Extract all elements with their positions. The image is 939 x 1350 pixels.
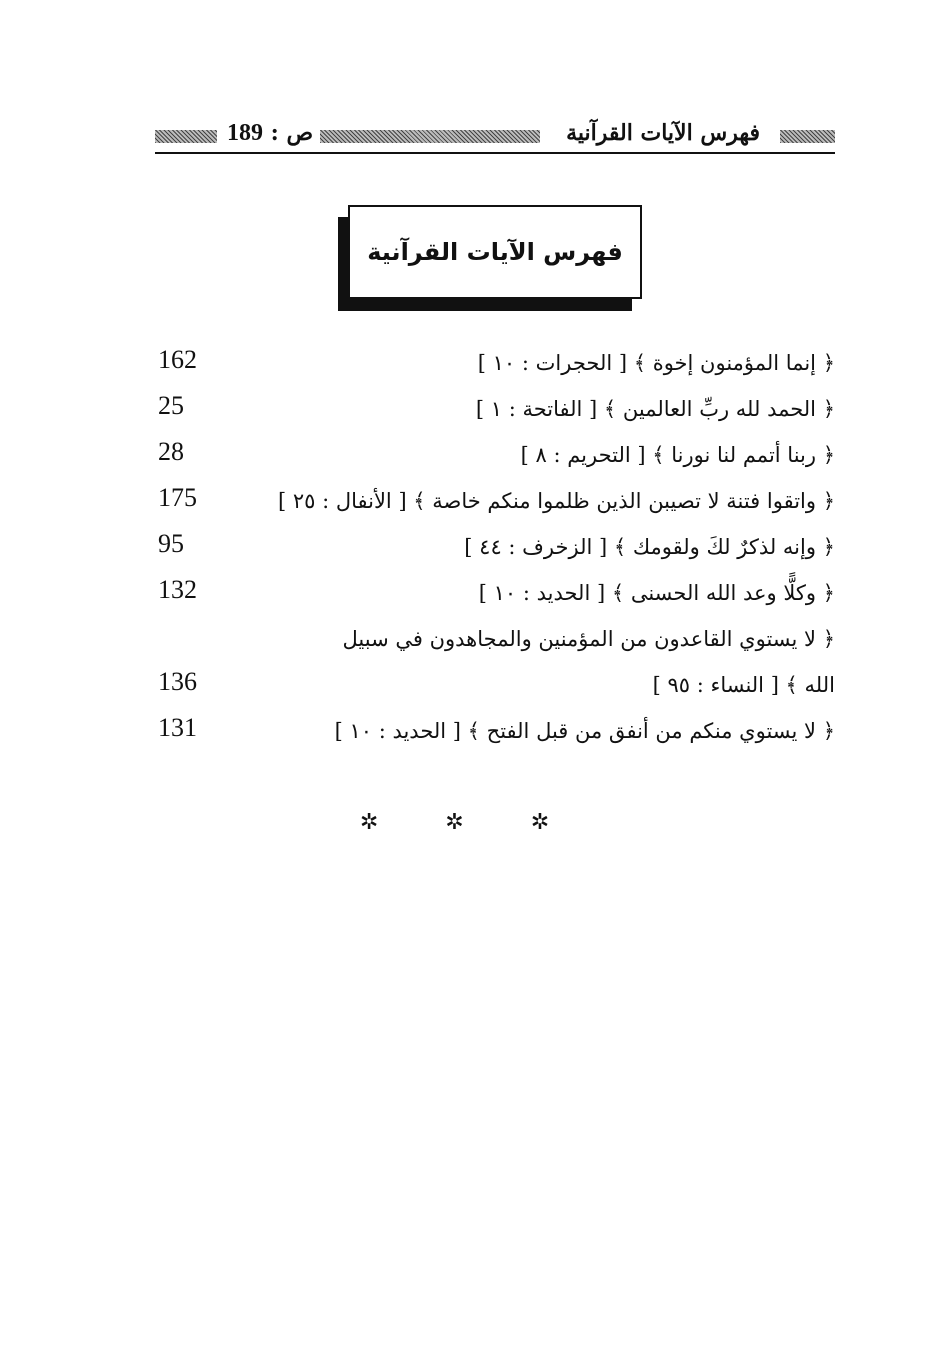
index-row: [155, 667, 835, 707]
header-title: فهرس الآيات القرآنية: [566, 120, 760, 146]
verse-text: ﴿ ربنا أتمم لنا نورنا ﴾ [ التحريم : ٨ ]: [520, 443, 835, 467]
index-row: [155, 345, 835, 385]
header-rule: [155, 152, 835, 154]
verse-text: ﴿ وكلًّا وعد الله الحسنى ﴾ [ الحديد : ١٠ ]: [478, 581, 835, 605]
verse-text: ﴿ لا يستوي منكم من أنفق من قبل الفتح ﴾ [ الحديد : ١٠ ]: [334, 719, 835, 743]
header-ornament-left: [155, 130, 217, 143]
page-number: 136: [158, 667, 197, 696]
page-number: 95: [158, 529, 184, 558]
index-row: [155, 621, 835, 661]
page-number: 28: [158, 437, 184, 466]
verse-text: ﴿ إنما المؤمنون إخوة ﴾ [ الحجرات : ١٠ ]: [477, 351, 835, 375]
page-number: 25: [158, 391, 184, 420]
index-row: [155, 437, 835, 477]
index-row: [155, 391, 835, 431]
verse-text: ﴿ واتقوا فتنة لا تصيبن الذين ظلموا منكم خاصة ﴾ [ الأنفال : ٢٥ ]: [277, 489, 835, 513]
header-ornament-middle: [320, 130, 540, 143]
running-header: [155, 118, 835, 158]
header-ornament-right: [780, 130, 835, 143]
index-row: [155, 713, 835, 753]
index-row: [155, 529, 835, 569]
page-number: 132: [158, 575, 197, 604]
page-number: 131: [158, 713, 197, 742]
verse-text: ﴿ الحمد لله ربِّ العالمين ﴾ [ الفاتحة : ١ ]: [475, 397, 835, 421]
index-row: [155, 575, 835, 615]
section-title: فهرس الآيات القرآنية: [367, 238, 623, 266]
header-page-label: ص :: [270, 120, 314, 146]
header-page: [227, 120, 313, 147]
section-separator: ✲ ✲ ✲: [359, 810, 580, 835]
verse-text: ﴿ لا يستوي القاعدون من المؤمنين والمجاهدون في سبيل: [342, 627, 835, 651]
page-number: 175: [158, 483, 197, 512]
verse-text: ﴿ وإنه لذكرٌ لكَ ولقومك ﴾ [ الزخرف : ٤٤ ]: [464, 535, 835, 559]
section-title-box: [348, 205, 642, 299]
verse-text: الله ﴾ [ النساء : ٩٥ ]: [652, 673, 835, 697]
header-page-number: 189: [227, 120, 263, 146]
page-number: 162: [158, 345, 197, 374]
index-row: [155, 483, 835, 523]
